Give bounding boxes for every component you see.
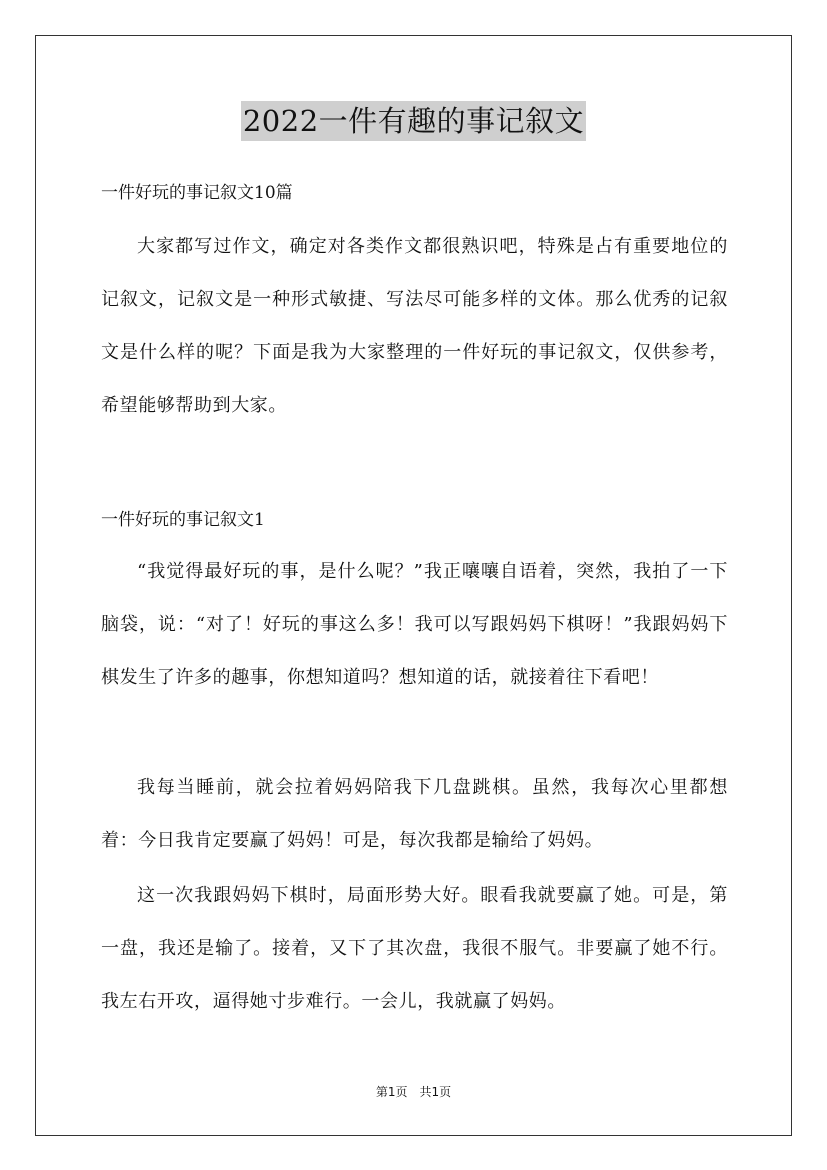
title-wrap — [0, 101, 827, 141]
page-total: 共1页 — [419, 1085, 452, 1099]
section-title: 一件好玩的事记叙文1 — [101, 510, 265, 530]
page-footer — [0, 1083, 827, 1101]
document-title: 2022一件有趣的事记叙文 — [241, 101, 586, 141]
document-subtitle: 一件好玩的事记叙文10篇 — [101, 183, 293, 203]
body-paragraph: 这一次我跟妈妈下棋时，局面形势大好。眼看我就要赢了她。可是，第一盘，我还是输了。接着，又下了其次盘，我很不服气。非要赢了她不行。我左右开攻，逼得她寸步难行。一会儿，我就赢了妈妈。 — [101, 885, 728, 1012]
body-paragraph: “我觉得最好玩的事，是什么呢？”我正嚷嚷自语着，突然，我拍了一下脑袋，说：“对了！好玩的事这么多！我可以写跟妈妈下棋呀！”我跟妈妈下棋发生了许多的趣事，你想知道吗？想知道的话，就接着往下看吧！ — [101, 561, 728, 688]
body-paragraph: 我每当睡前，就会拉着妈妈陪我下几盘跳棋。虽然，我每次心里都想着：今日我肯定要赢了妈妈！可是，每次我都是输给了妈妈。 — [101, 777, 728, 851]
intro-paragraph: 大家都写过作文，确定对各类作文都很熟识吧，特殊是占有重要地位的记叙文，记叙文是一种形式敏捷、写法尽可能多样的文体。那么优秀的记叙文是什么样的呢？下面是我为大家整理的一件好玩的事记叙文，仅供参考，希望能够帮助到大家。 — [101, 236, 728, 416]
page-number: 第1页 — [375, 1085, 408, 1099]
